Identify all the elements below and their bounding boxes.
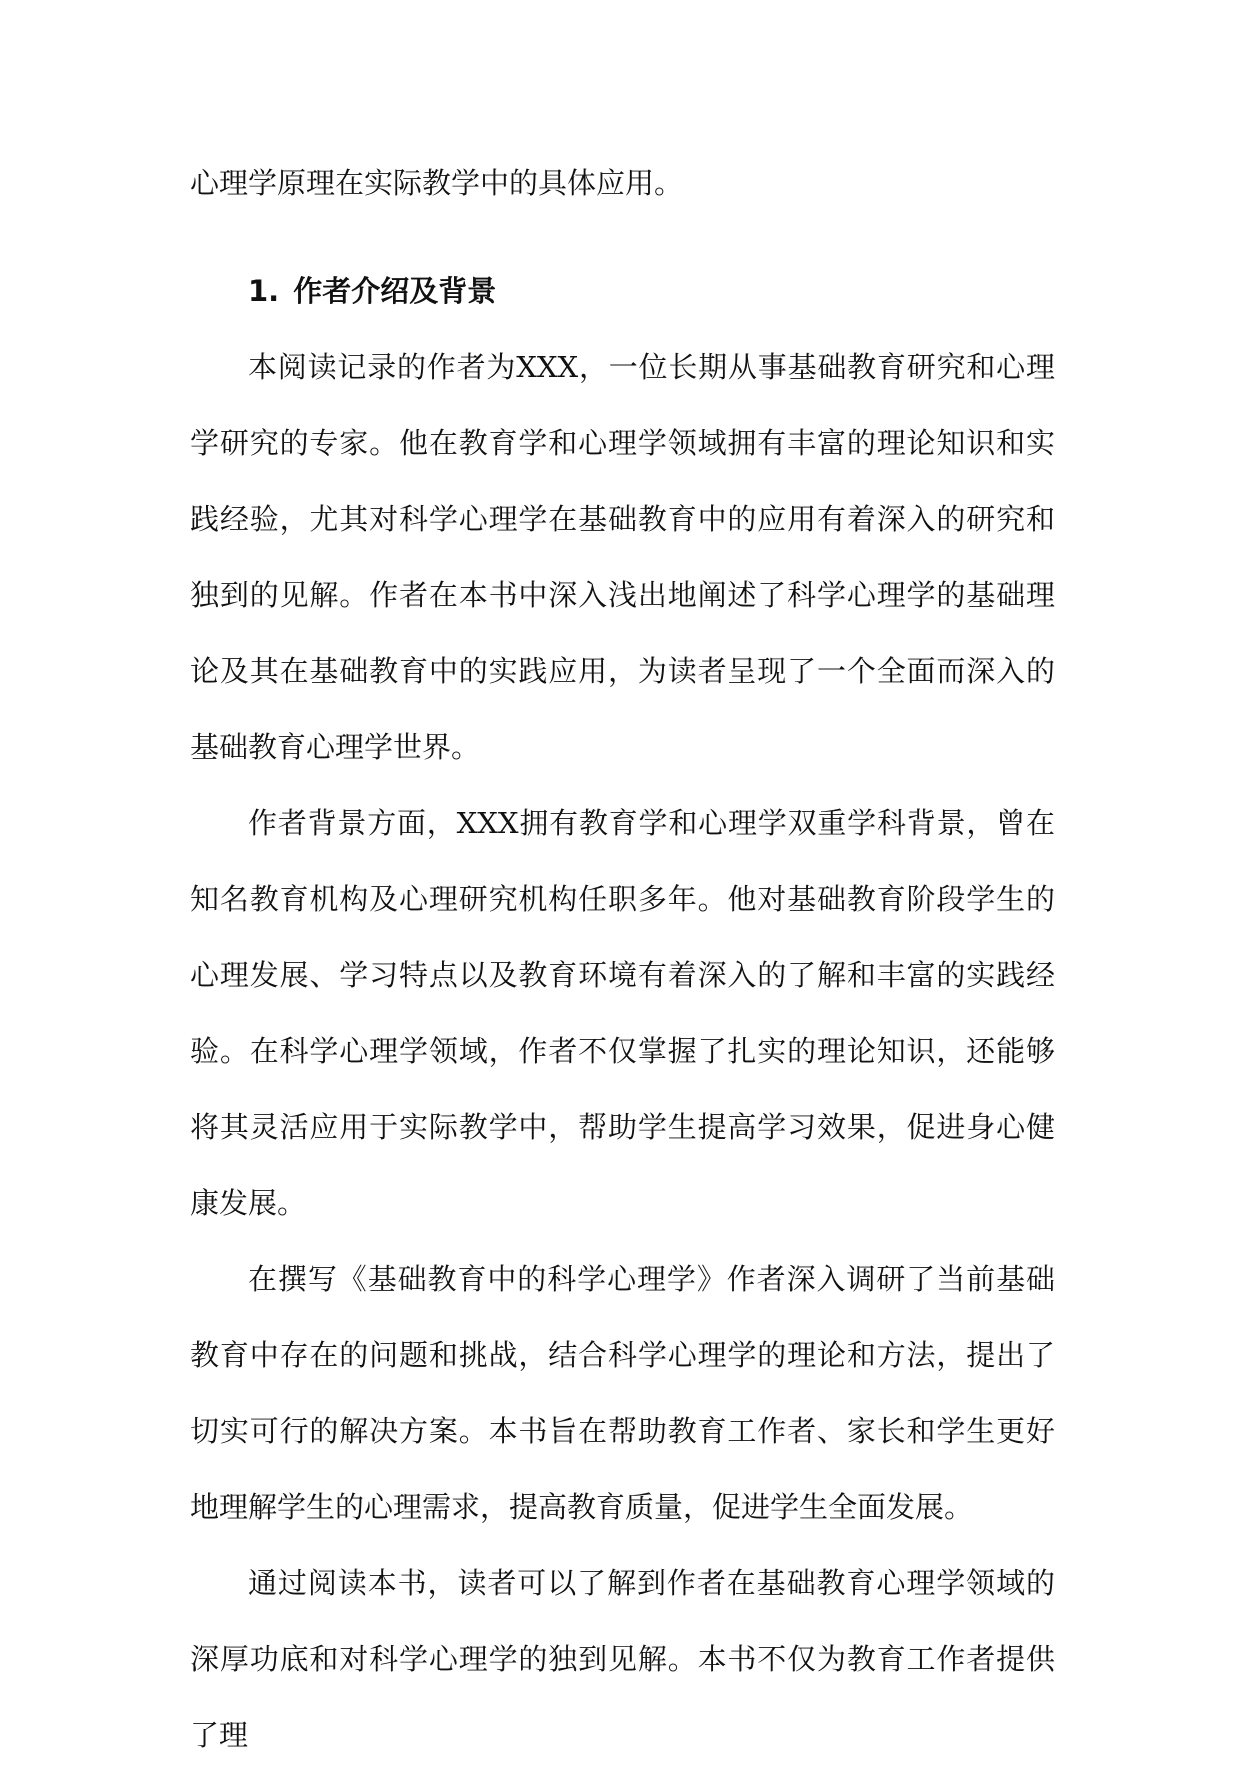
section-heading xyxy=(190,253,1055,329)
section-title: 作者介绍及背景 xyxy=(293,274,497,308)
document-body xyxy=(190,145,1055,1773)
paragraph-author-intro: 本阅读记录的作者为XXX，一位长期从事基础教育研究和心理学研究的专家。他在教育学和心理学领域拥有丰富的理论知识和实践经验，尤其对科学心理学在基础教育中的应用有着深入的研究和独到的见解。作者在本书中深入浅出地阐述了科学心理学的基础理论及其在基础教育中的实践应用，为读者呈现了一个全面而深入的基础教育心理学世界。 xyxy=(190,350,1055,764)
paragraph-author-background: 作者背景方面，XXX拥有教育学和心理学双重学科背景，曾在知名教育机构及心理研究机构任职多年。他对基础教育阶段学生的心理发展、学习特点以及教育环境有着深入的了解和丰富的实践经验。在科学心理学领域，作者不仅掌握了扎实的理论知识，还能够将其灵活应用于实际教学中，帮助学生提高学习效果，促进身心健康发展。 xyxy=(190,806,1055,1220)
section-number: 1. xyxy=(248,274,280,308)
paragraph-reading-summary: 通过阅读本书，读者可以了解到作者在基础教育心理学领域的深厚功底和对科学心理学的独到见解。本书不仅为教育工作者提供了理 xyxy=(190,1566,1055,1752)
paragraph-book-purpose: 在撰写《基础教育中的科学心理学》作者深入调研了当前基础教育中存在的问题和挑战，结合科学心理学的理论和方法，提出了切实可行的解决方案。本书旨在帮助教育工作者、家长和学生更好地理解学生的心理需求，提高教育质量，促进学生全面发展。 xyxy=(190,1262,1055,1524)
continuation-text: 心理学原理在实际教学中的具体应用。 xyxy=(190,166,684,200)
